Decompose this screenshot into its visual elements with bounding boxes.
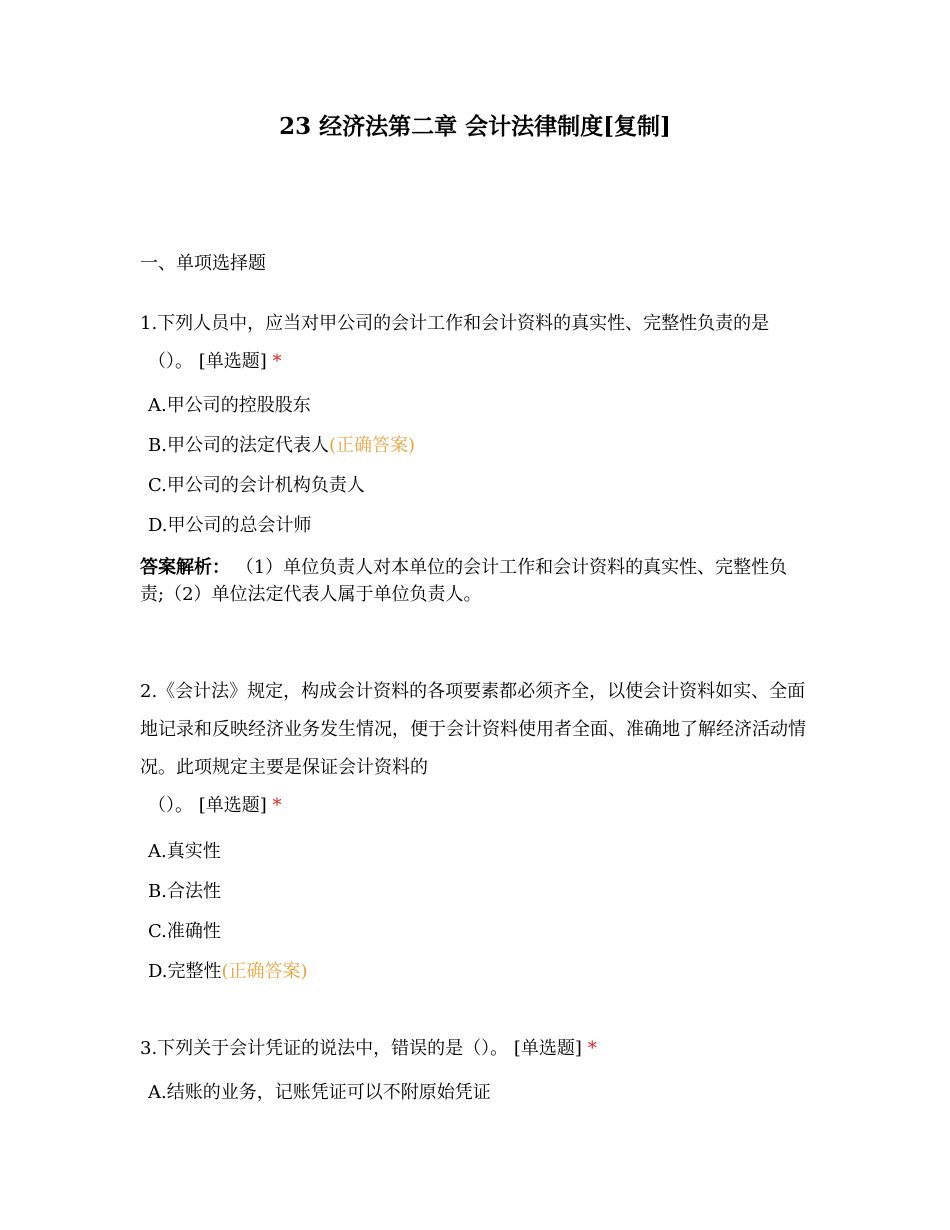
question-1-required-mark: * — [272, 351, 282, 372]
question-3-required-mark: * — [587, 1038, 597, 1059]
question-1-option-c[interactable]: C.甲公司的会计机构负责人 — [148, 475, 365, 496]
question-2-stem: 2.《会计法》规定，构成会计资料的各项要素都必须齐全，以使会计资料如实、全面地记录和反映经济业务发生情况，便于会计资料使用者全面、准确地了解经济活动情况。此项规定主要是保证会计资料的 — [140, 681, 806, 778]
question-2-option-d[interactable]: D.完整性(正确答案) — [148, 961, 308, 982]
question-2-option-c[interactable]: C.准确性 — [148, 921, 221, 942]
question-1 — [140, 305, 815, 381]
question-2-options — [148, 832, 308, 992]
question-2-paren: （）。 — [148, 795, 193, 816]
question-1-stem: 1.下列人员中，应当对甲公司的会计工作和会计资料的真实性、完整性负责的是 — [140, 313, 770, 334]
question-2-option-a[interactable]: A.真实性 — [148, 841, 221, 862]
question-1-option-b[interactable]: B.甲公司的法定代表人(正确答案) — [148, 435, 415, 456]
question-3-type: [单选题] — [513, 1038, 582, 1059]
question-3-options — [148, 1073, 491, 1113]
question-2 — [140, 673, 815, 825]
question-3 — [140, 1030, 815, 1068]
question-1-option-a[interactable]: A.甲公司的控股股东 — [148, 395, 311, 416]
question-3-stem: 3.下列关于会计凭证的说法中，错误的是（）。 — [140, 1038, 509, 1059]
analysis-label: 答案解析： — [140, 557, 230, 578]
question-1-paren: （）。 — [148, 351, 193, 372]
document-title: 23 经济法第二章 会计法律制度[复制] — [279, 113, 671, 140]
question-1-analysis — [140, 554, 810, 608]
correct-answer-label: (正确答案) — [221, 961, 308, 982]
section-title: 一、单项选择题 — [140, 253, 266, 274]
question-1-options — [148, 386, 415, 546]
analysis-text: （1）单位负责人对本单位的会计工作和会计资料的真实性、完整性负责;（2）单位法定代表人属于单位负责人。 — [140, 557, 788, 605]
question-2-option-b[interactable]: B.合法性 — [148, 881, 221, 902]
question-1-type: [单选题] — [198, 351, 267, 372]
question-2-required-mark: * — [272, 795, 282, 816]
question-3-option-a[interactable]: A.结账的业务，记账凭证可以不附原始凭证 — [148, 1082, 491, 1103]
correct-answer-label: (正确答案) — [328, 435, 415, 456]
question-1-option-d[interactable]: D.甲公司的总会计师 — [148, 515, 312, 536]
question-2-type: [单选题] — [198, 795, 267, 816]
